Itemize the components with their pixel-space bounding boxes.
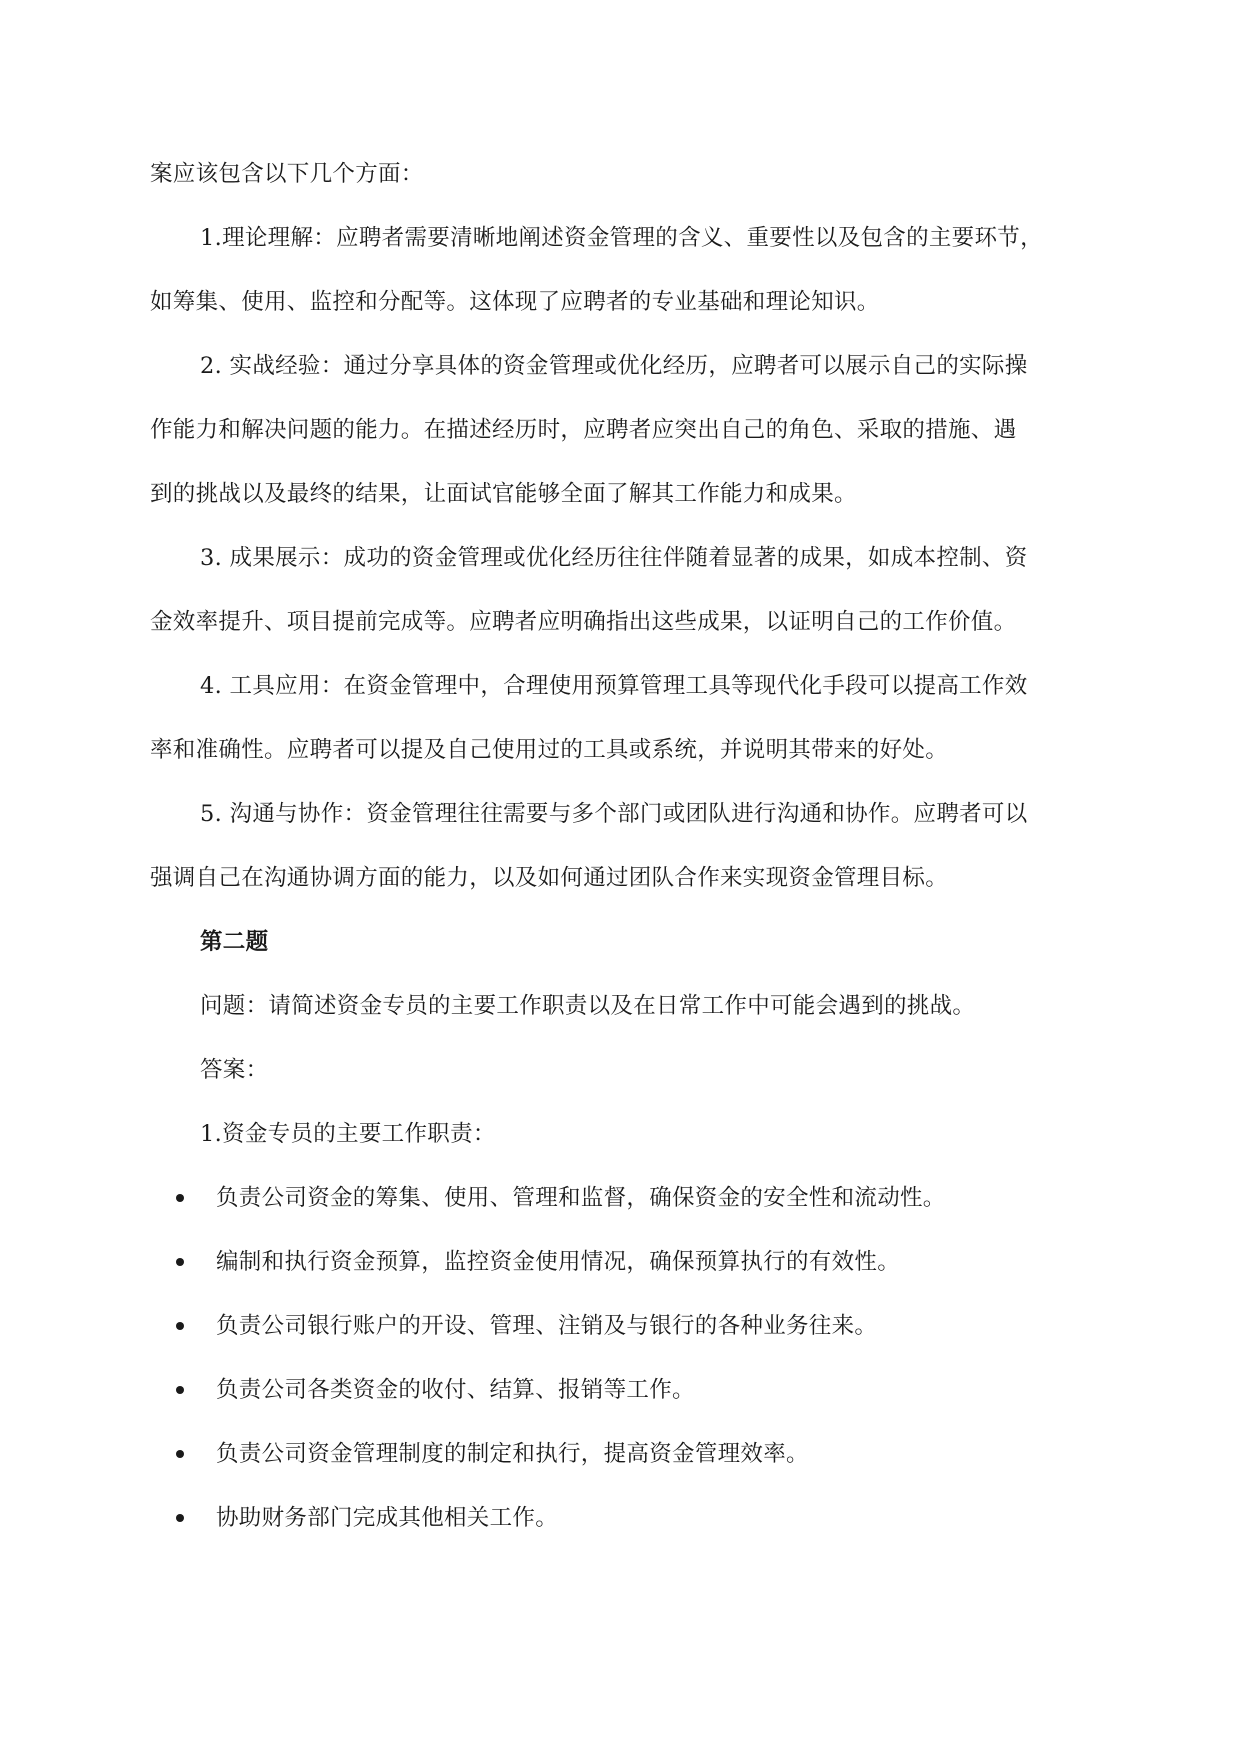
answer-label: 答案：	[200, 1057, 269, 1083]
list-item	[140, 1166, 1090, 1230]
bullet-icon	[176, 1450, 184, 1458]
point-3-line-1: 3. 成果展示：成功的资金管理或优化经历往往伴随着显著的成果，如成本控制、资	[200, 545, 1028, 571]
document-body	[150, 142, 1090, 1550]
list-item-text: 编制和执行资金预算，监控资金使用情况，确保预算执行的有效性。	[216, 1249, 901, 1275]
duties-list	[150, 1166, 1090, 1550]
list-item	[140, 1230, 1090, 1294]
point-4-line-2: 率和准确性。应聘者可以提及自己使用过的工具或系统，并说明其带来的好处。	[150, 737, 949, 763]
section-heading: 第二题	[200, 929, 269, 955]
question-line: 问题：请简述资金专员的主要工作职责以及在日常工作中可能会遇到的挑战。	[200, 993, 976, 1019]
list-item-text: 负责公司资金管理制度的制定和执行，提高资金管理效率。	[216, 1441, 809, 1467]
subsection-title: 1.资金专员的主要工作职责：	[200, 1121, 496, 1147]
point-3-line-2: 金效率提升、项目提前完成等。应聘者应明确指出这些成果，以证明自己的工作价值。	[150, 609, 1017, 635]
list-item-text: 负责公司各类资金的收付、结算、报销等工作。	[216, 1377, 695, 1403]
intro-line: 案应该包含以下几个方面：	[150, 161, 424, 187]
list-item	[140, 1294, 1090, 1358]
point-5-line-2: 强调自己在沟通协调方面的能力，以及如何通过团队合作来实现资金管理目标。	[150, 865, 949, 891]
bullet-icon	[176, 1258, 184, 1266]
point-1-line-2: 如筹集、使用、监控和分配等。这体现了应聘者的专业基础和理论知识。	[150, 289, 880, 315]
point-4-line-1: 4. 工具应用：在资金管理中，合理使用预算管理工具等现代化手段可以提高工作效	[200, 673, 1028, 699]
point-1-line-1: 1.理论理解：应聘者需要清晰地阐述资金管理的含义、重要性以及包含的主要环节，	[200, 225, 1043, 251]
bullet-icon	[176, 1194, 184, 1202]
list-item	[140, 1486, 1090, 1550]
point-2-line-3: 到的挑战以及最终的结果，让面试官能够全面了解其工作能力和成果。	[150, 481, 857, 507]
list-item-text: 协助财务部门完成其他相关工作。	[216, 1505, 559, 1531]
list-item-text: 负责公司资金的筹集、使用、管理和监督，确保资金的安全性和流动性。	[216, 1185, 946, 1211]
bullet-icon	[176, 1514, 184, 1522]
point-2-line-1: 2. 实战经验：通过分享具体的资金管理或优化经历，应聘者可以展示自己的实际操	[200, 353, 1028, 379]
bullet-icon	[176, 1386, 184, 1394]
list-item	[140, 1422, 1090, 1486]
point-5-line-1: 5. 沟通与协作：资金管理往往需要与多个部门或团队进行沟通和协作。应聘者可以	[200, 801, 1028, 827]
point-2-line-2: 作能力和解决问题的能力。在描述经历时，应聘者应突出自己的角色、采取的措施、遇	[150, 417, 1017, 443]
list-item	[140, 1358, 1090, 1422]
bullet-icon	[176, 1322, 184, 1330]
list-item-text: 负责公司银行账户的开设、管理、注销及与银行的各种业务往来。	[216, 1313, 878, 1339]
